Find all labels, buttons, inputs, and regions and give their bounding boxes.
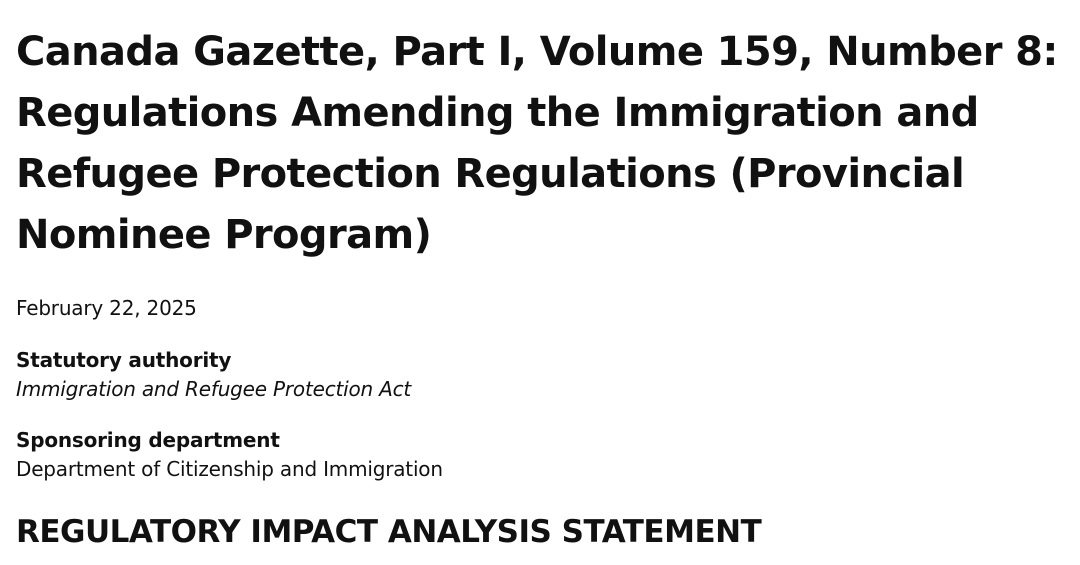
sponsoring-department-block — [16, 426, 1066, 484]
document-page — [16, 22, 1066, 552]
statutory-authority-value: Immigration and Refugee Protection Act — [16, 377, 412, 401]
sponsoring-department-label: Sponsoring department — [16, 428, 280, 452]
statutory-authority-block — [16, 346, 1066, 404]
statutory-authority-label: Statutory authority — [16, 348, 232, 372]
document-title: Canada Gazette, Part I, Volume 159, Number 8: Regulations Amending the Immigration and Refugee Protection Regulations (Provincial Nominee Program) — [16, 29, 1058, 258]
publication-date: February 22, 2025 — [16, 296, 197, 320]
section-heading: REGULATORY IMPACT ANALYSIS STATEMENT — [16, 514, 762, 550]
sponsoring-department-value: Department of Citizenship and Immigration — [16, 457, 443, 481]
